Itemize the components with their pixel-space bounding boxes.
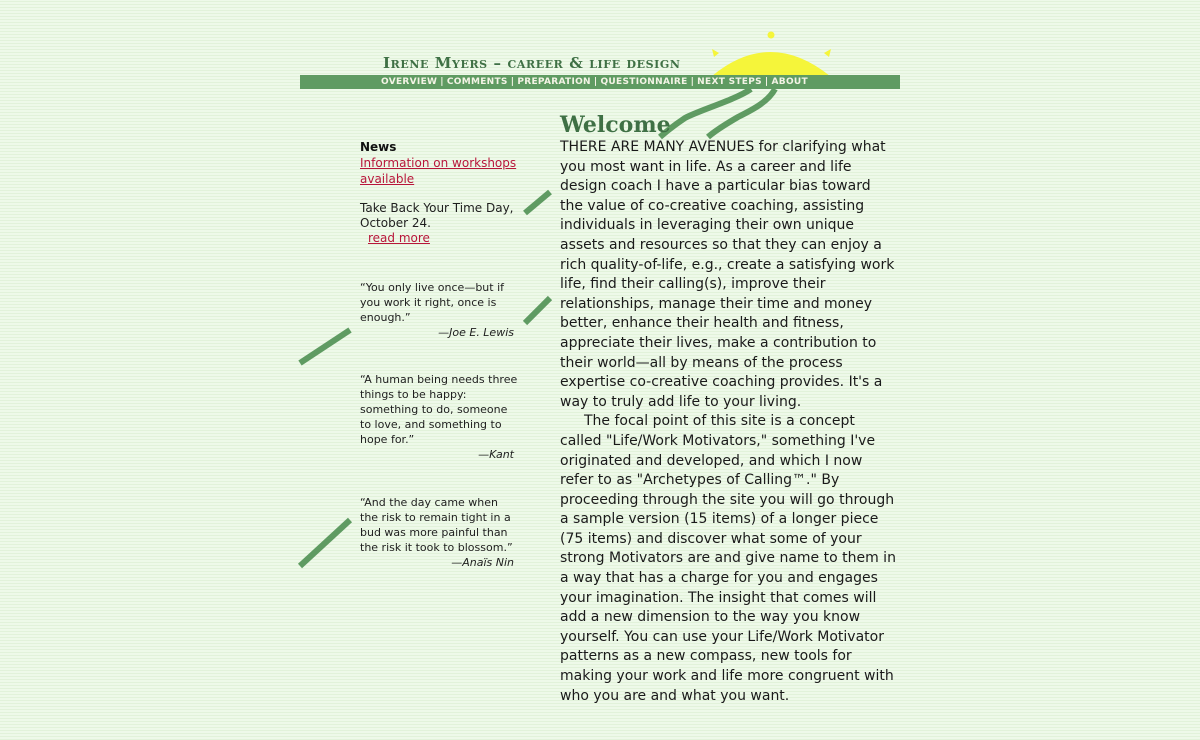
quote-text: “You only live once—but if you work it right, once is enough.” [360, 281, 505, 324]
quote-nin [360, 495, 518, 570]
focal-point-paragraph: The focal point of this site is a concept called "Life/Work Motivators," something I've originated and developed, and which I now refer to as "Archetypes of Calling™." By proceeding through the site you will go through a sample version (15 items) of a longer piece (75 items) and discover what some of your strong Motivators are and give name to them in a way that has a charge for you and engages your imagination. The insight that comes will add a new dimension to the way you know yourself. You can use your Life/Work Motivator patterns as a new compass, new tools for making your work and life more congruent with who you are and what you want. [560, 413, 896, 704]
event-text: Take Back Your Time Day, October 24. [360, 201, 514, 230]
sidebar [360, 140, 520, 569]
quote-kant [360, 372, 518, 462]
nav-menu: OVERVIEW | COMMENTS | PREPARATION | QUESTIONNAIRE | NEXT STEPS | ABOUT [381, 77, 808, 87]
intro-paragraph: THERE ARE MANY AVENUES for clarifying what you most want in life. As a career and life design coach I have a particular bias toward the value of co-creative coaching, assisting individuals in leveraging their own unique assets and resources so that they can enjoy a rich quality-of-life, e.g., create a satisfying work life, find their calling(s), improve their relationships, manage their time and money better, enhance their health and fitness, appreciate their lives, make a contribution to their world—all by means of the process expertise co-creative coaching provides. It's a way to truly add life to your living. [560, 139, 895, 410]
nav-comments[interactable]: COMMENTS [446, 77, 508, 87]
read-more-link[interactable]: read more [368, 231, 430, 245]
quote-text: “And the day came when the risk to remain tight in a bud was more painful than the risk it took to blossom.” [360, 496, 513, 554]
nav-about[interactable]: ABOUT [771, 77, 808, 87]
news-heading: News [360, 140, 397, 154]
site-title: Irene Myers – career & life design [383, 54, 681, 72]
nav-next-steps[interactable]: NEXT STEPS [697, 77, 762, 87]
main-content [560, 112, 896, 706]
nav-questionnaire[interactable]: QUESTIONNAIRE [600, 77, 688, 87]
page-title: Welcome [560, 112, 671, 138]
nav-overview[interactable]: OVERVIEW [381, 77, 438, 87]
quote-author: —Joe E. Lewis [438, 326, 514, 339]
quote-author: —Anaïs Nin [451, 556, 514, 569]
quote-lewis [360, 280, 518, 340]
quote-text: “A human being needs three things to be happy: something to do, someone to love, and something to hope for.” [360, 373, 518, 446]
quote-author: —Kant [478, 448, 514, 461]
workshops-link[interactable]: Information on workshops available [360, 156, 517, 186]
event-item [360, 201, 520, 246]
nav-preparation[interactable]: PREPARATION [517, 77, 591, 87]
sun-icon [712, 32, 831, 77]
